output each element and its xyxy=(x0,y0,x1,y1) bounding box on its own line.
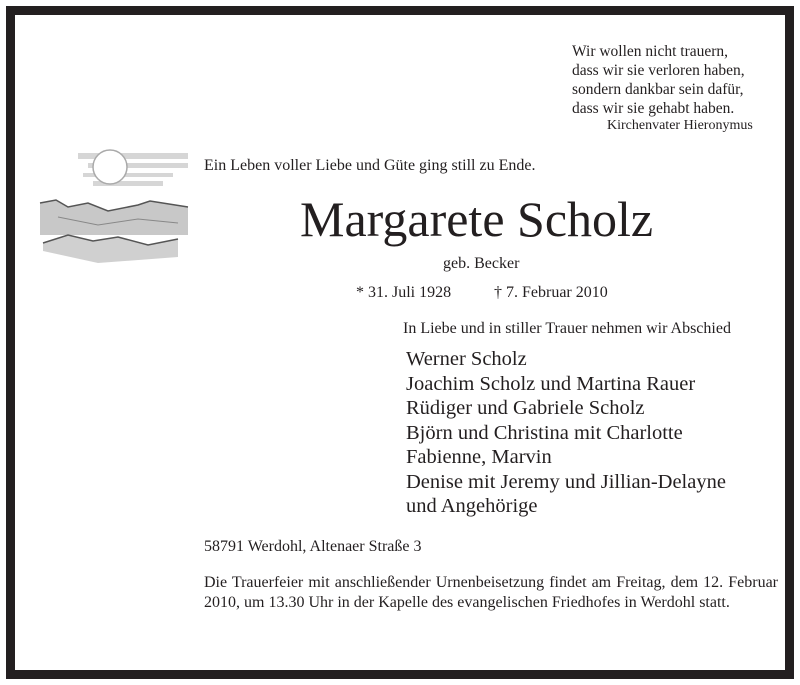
poem-line: dass wir sie verloren haben, xyxy=(572,62,745,79)
mourner: und Angehörige xyxy=(406,495,538,517)
mourner: Werner Scholz xyxy=(406,348,527,370)
poem-line: sondern dankbar sein dafür, xyxy=(572,81,744,98)
mourner: Rüdiger und Gabriele Scholz xyxy=(406,397,645,419)
mourner: Joachim Scholz und Martina Rauer xyxy=(406,372,696,395)
poem-author: Kirchenvater Hieronymus xyxy=(607,118,753,133)
deceased-name: Margarete Scholz xyxy=(300,191,654,247)
mourner: Denise mit Jeremy und Jillian-Delayne xyxy=(406,470,726,493)
birth-date: * 31. Juli 1928 xyxy=(356,284,452,301)
mourners-list xyxy=(406,347,726,519)
poem-line: dass wir sie gehabt haben. xyxy=(572,100,735,117)
mourner: Björn und Christina mit Charlotte xyxy=(406,421,683,444)
address: 58791 Werdohl, Altenaer Straße 3 xyxy=(204,538,422,555)
moon-over-sea-illustration xyxy=(38,145,198,265)
intro-text: Ein Leben voller Liebe und Güte ging still zu Ende. xyxy=(204,157,536,174)
poem-line: Wir wollen nicht trauern, xyxy=(572,43,729,60)
maiden-name: geb. Becker xyxy=(443,255,520,272)
poem xyxy=(572,42,745,118)
farewell-text: In Liebe und in stiller Trauer nehmen wir Abschied xyxy=(403,320,731,337)
funeral-notice: Die Trauerfeier mit anschließender Urnenbeisetzung findet am Freitag, dem 12. Februar 2010, um 13.30 Uhr in der Kapelle des evangelischen Friedhofes in Werdohl statt. xyxy=(204,574,778,611)
mourner: Fabienne, Marvin xyxy=(406,446,552,468)
death-date: † 7. Februar 2010 xyxy=(494,284,608,301)
